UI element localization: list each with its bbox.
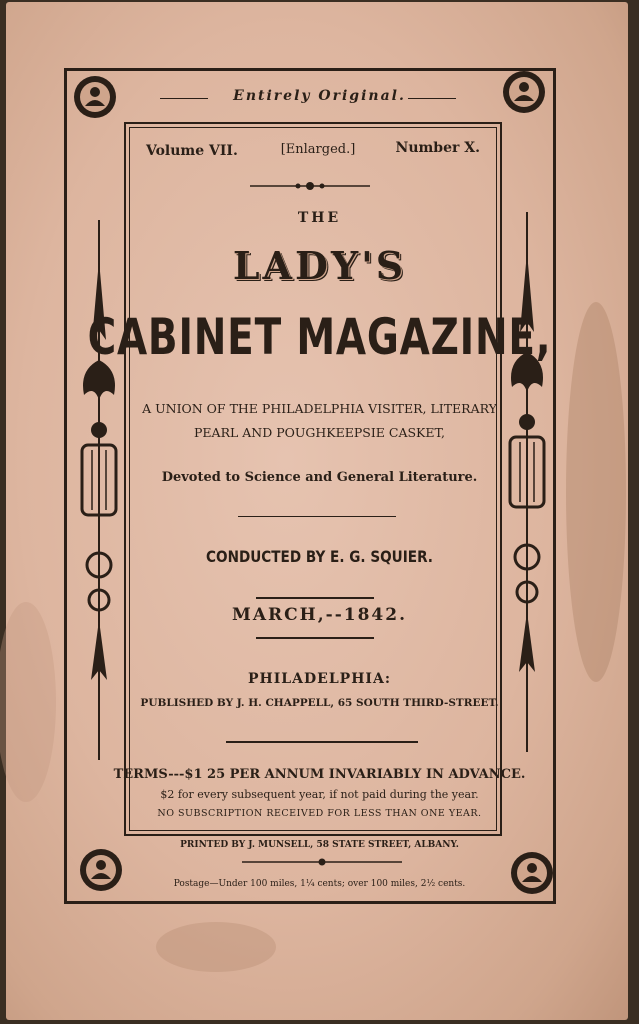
date-rule-bottom — [256, 637, 374, 639]
union-line-2: PEARL AND POUGHKEEPSIE CASKET, — [194, 425, 445, 440]
enlarged-note: [Enlarged.] — [280, 142, 356, 157]
editor-line: CONDUCTED BY E. G. SQUIER. — [206, 547, 433, 566]
union-line-1: A UNION OF THE PHILADELPHIA VISITER, LITERARY — [142, 401, 497, 416]
paper-stain — [156, 922, 276, 972]
title-the: THE — [297, 210, 342, 226]
issue-date: MARCH,--1842. — [232, 605, 407, 625]
title-main: CABINET MAGAZINE, — [87, 308, 552, 366]
date-rule-top — [256, 597, 374, 599]
publisher-city: PHILADELPHIA: — [248, 671, 391, 687]
flourish-divider-icon — [242, 857, 402, 867]
corner-ornament-icon — [507, 848, 557, 898]
terms-line-1: TERMS---$1 25 PER ANNUM INVARIABLY IN ADVANCE. — [113, 767, 526, 782]
devoted-line: Devoted to Science and General Literature. — [161, 470, 478, 485]
printer-line: PRINTED BY J. MUNSELL, 58 STATE STREET, ALBANY. — [180, 840, 459, 850]
publisher-line: PUBLISHED BY J. H. CHAPPELL, 65 SOUTH THIRD-STREET. — [140, 697, 499, 709]
motto-rule-right — [408, 98, 456, 99]
title-ladys: LADY'S — [232, 243, 407, 288]
flourish-divider-icon — [250, 180, 370, 192]
divider-rule — [238, 516, 396, 517]
volume: Volume VII. — [146, 143, 238, 159]
terms-line-3: NO SUBSCRIPTION RECEIVED FOR LESS THAN ONE YEAR. — [157, 808, 482, 819]
motto: Entirely Original. — [233, 88, 406, 104]
divider-rule-2 — [226, 741, 418, 743]
terms-line-2: $2 for every subsequent year, if not paid during the year. — [160, 788, 479, 801]
postage-line: Postage—Under 100 miles, 1¼ cents; over 100 miles, 2½ cents. — [173, 879, 466, 889]
issue-number: Number X. — [395, 140, 480, 156]
paper-stain — [566, 302, 626, 682]
